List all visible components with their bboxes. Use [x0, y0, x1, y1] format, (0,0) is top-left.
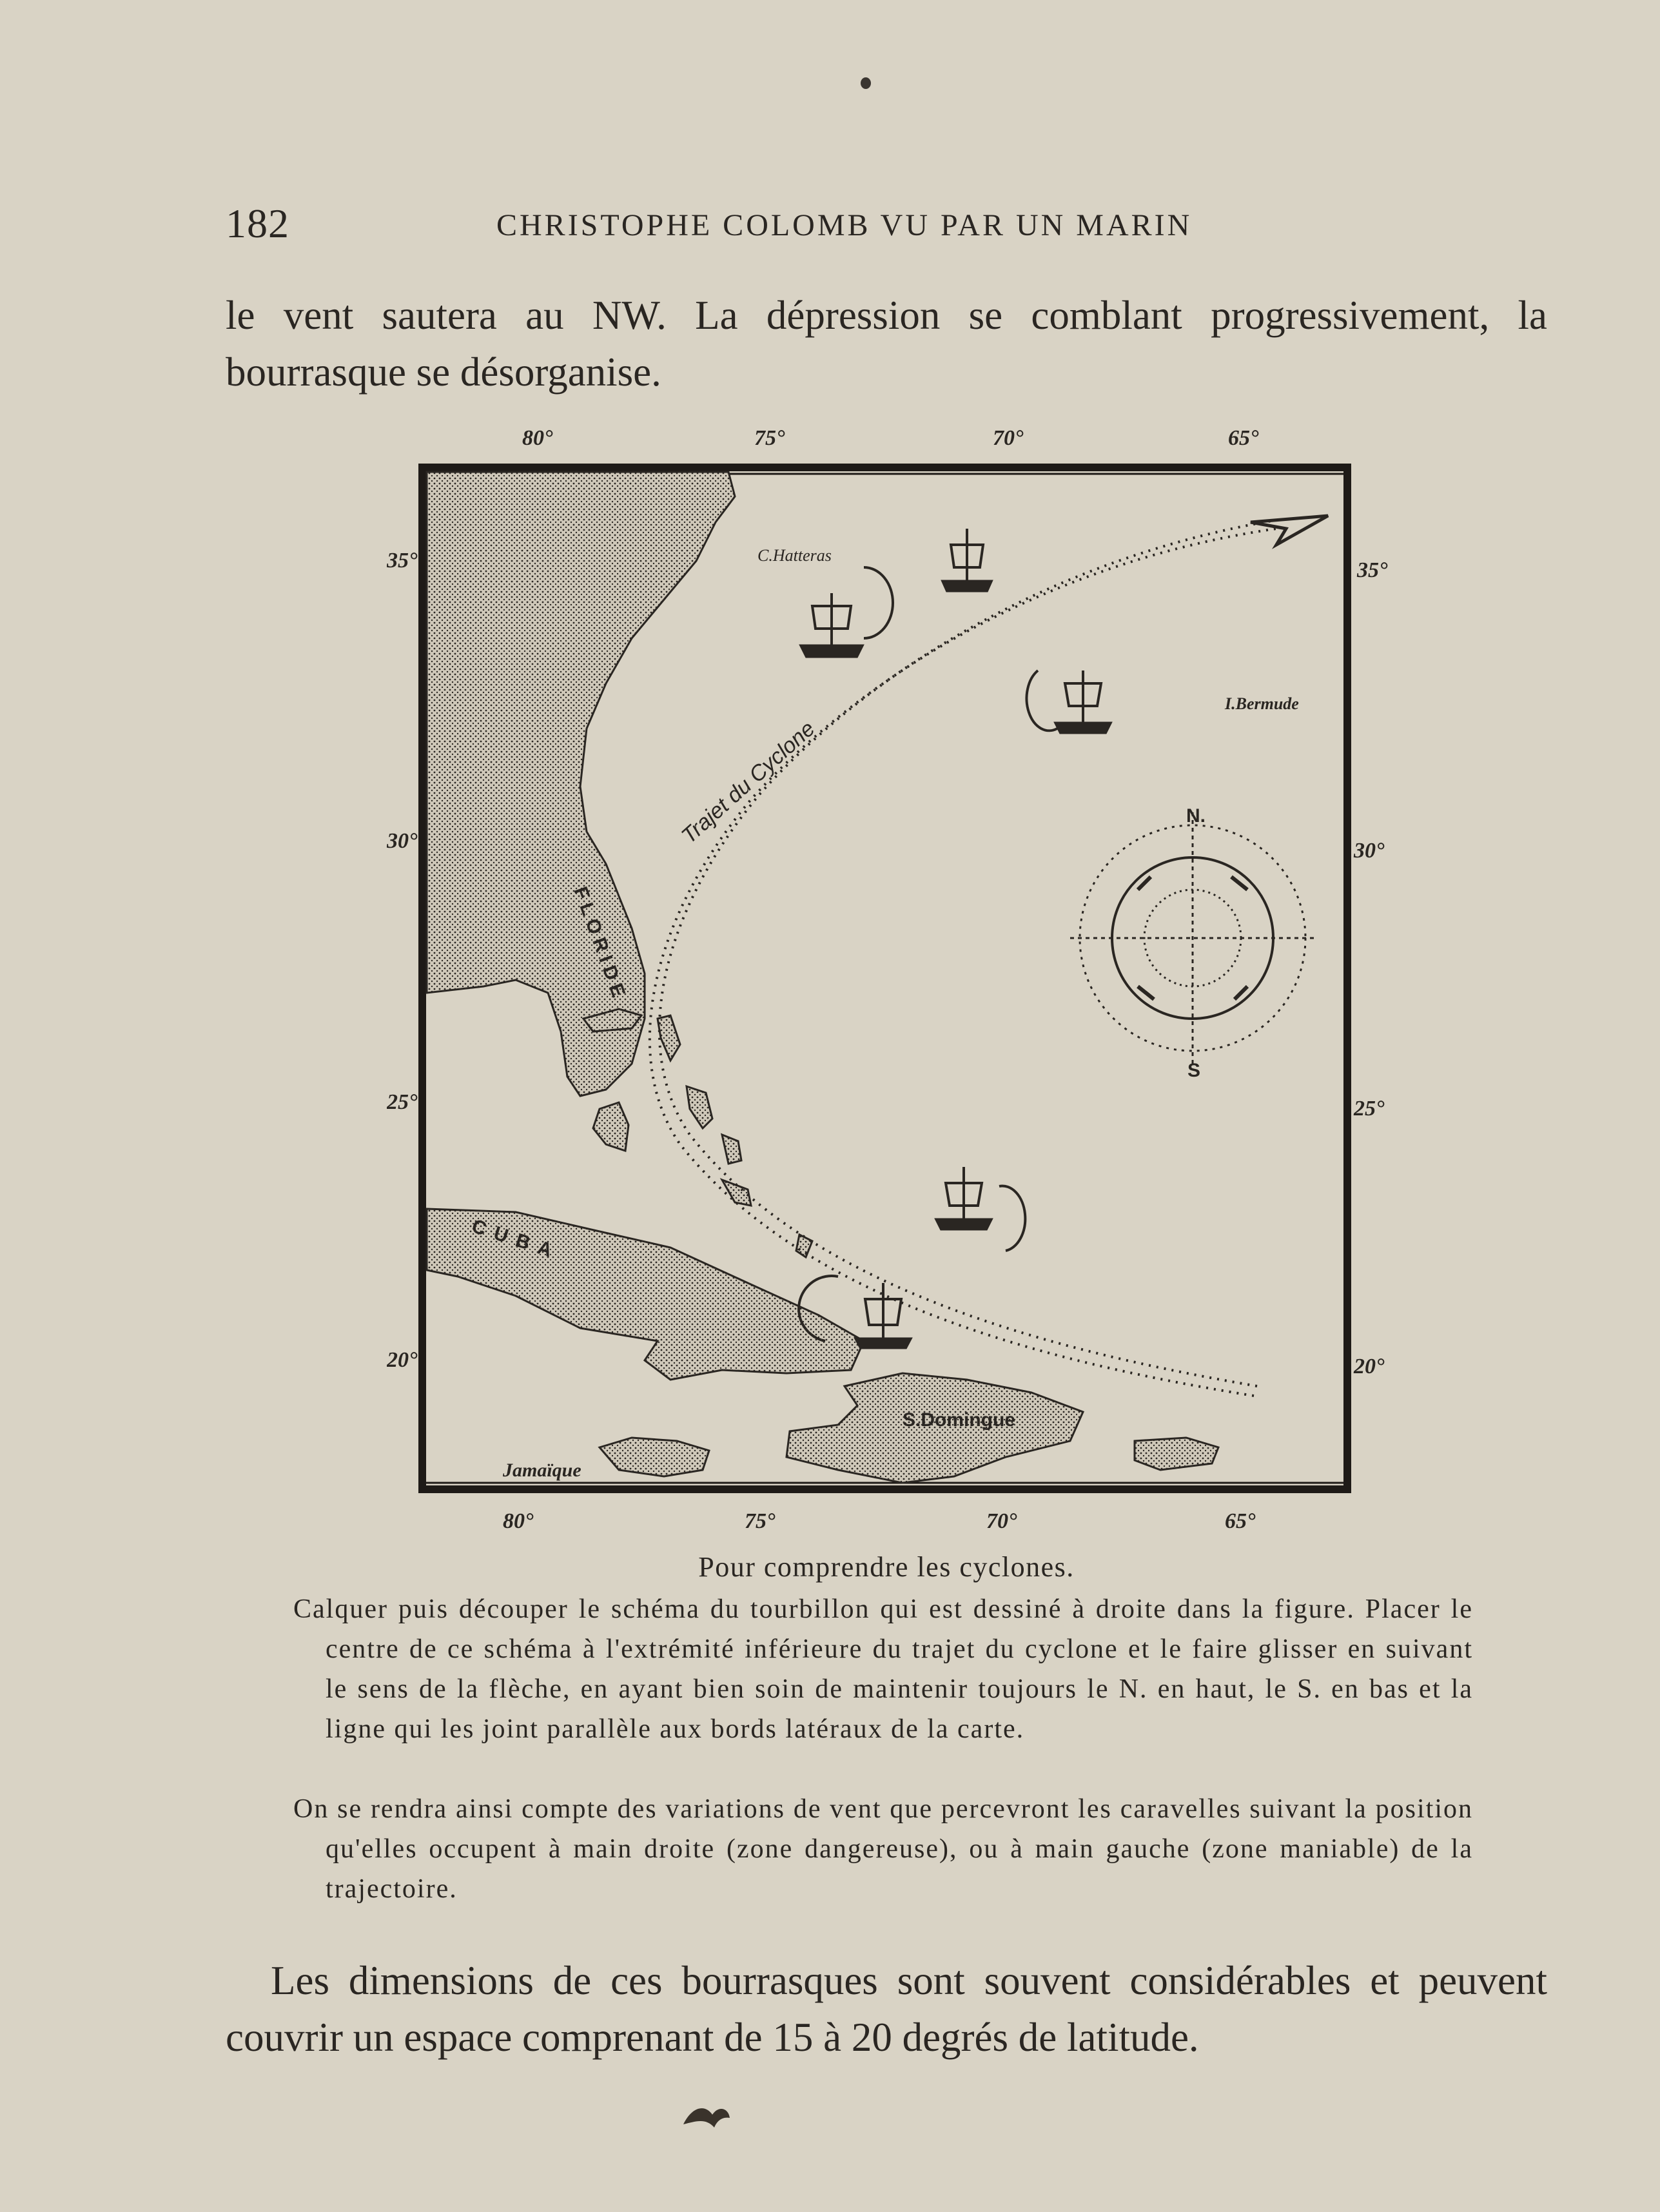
- bottom-axis-label: 80°: [503, 1509, 534, 1533]
- paragraph-bottom: Les dimensions de ces bourrasques sont souvent considérables et peuvent couvrir un espace comprenant de 15 à 20 degrés de latitude.: [226, 1958, 1547, 2060]
- right-axis-label: 25°: [1354, 1097, 1385, 1121]
- right-axis-label: 20°: [1354, 1355, 1385, 1378]
- bottom-axis-label: 70°: [986, 1509, 1017, 1533]
- cyclone-map-figure: [387, 426, 1392, 1560]
- figure-caption-title: Pour comprendre les cyclones.: [698, 1551, 1075, 1583]
- caption-text: On se rendra ainsi compte des variations de vent que percevront les caravelles suivant la position qu'elles occupent à main droite (zone dangereuse), ou à main gauche (zone maniable) de la trajectoire.: [293, 1794, 1473, 1904]
- cyclone-vortex-diagram: [1070, 812, 1315, 1064]
- figure-caption-paragraph: [293, 1589, 1473, 1749]
- cyclone-track: [650, 529, 1276, 1396]
- left-axis-label: 30°: [387, 829, 418, 853]
- jamaique-label: Jamaïque: [503, 1460, 581, 1481]
- cyclone-track: [659, 519, 1283, 1386]
- running-title: CHRISTOPHE COLOMB VU PAR UN MARIN: [496, 208, 1193, 242]
- ink-speck: [861, 77, 871, 89]
- st-domingue-label: S.Domingue: [903, 1409, 1016, 1431]
- floride-coastline: [427, 472, 735, 1096]
- bottom-axis-label: 75°: [745, 1509, 776, 1533]
- figure-caption-paragraph: [293, 1789, 1473, 1909]
- caravel-icon: [799, 1276, 912, 1349]
- hatteras-label: C.Hatteras: [757, 546, 832, 565]
- top-axis-label: 80°: [522, 426, 553, 450]
- fleuron-ornament-icon: [677, 2099, 735, 2137]
- left-axis-label: 20°: [387, 1348, 418, 1372]
- caravel-icon: [941, 529, 993, 592]
- right-axis-label: 30°: [1354, 839, 1385, 863]
- compass-north-label: N.: [1186, 805, 1206, 827]
- caravel-icon: [1027, 670, 1112, 734]
- paragraph-top: le vent sautera au NW. La dépression se comblant progressivement, la bourrasque se désorganise.: [226, 293, 1547, 395]
- top-axis-label: 75°: [754, 426, 785, 450]
- track-label: Trajet du Cyclone: [676, 716, 820, 848]
- cuba-label: CUBA: [469, 1215, 563, 1264]
- top-axis-label: 70°: [993, 426, 1024, 450]
- caption-text: Calquer puis découper le schéma du tourbillon qui est dessiné à droite dans la figure. Placer le centre de ce schéma à l'extrémité inférieure du trajet du cyclone et le faire glisser en suivant le sens de la flèche, en ayant bien soin de maintenir toujours le N. en haut, le S. en bas et la ligne qui les joint parallèle aux bords latéraux de la carte.: [293, 1594, 1473, 1744]
- right-axis-label: 35°: [1357, 558, 1388, 582]
- floride-label: FLORIDE: [569, 884, 631, 1005]
- jamaique-island: [600, 1438, 709, 1476]
- caravel-icon: [935, 1167, 1025, 1251]
- page-number: 182: [226, 201, 289, 246]
- caravel-icon: [799, 567, 893, 658]
- porto-rico-island: [1135, 1438, 1218, 1470]
- bermude-label: I.Bermude: [1225, 694, 1299, 713]
- bottom-axis-label: 65°: [1225, 1509, 1256, 1533]
- compass-south-label: S: [1187, 1060, 1201, 1081]
- left-axis-label: 25°: [387, 1090, 418, 1114]
- track-arrowhead: [1251, 516, 1328, 545]
- top-axis-label: 65°: [1228, 426, 1259, 450]
- left-axis-label: 35°: [387, 549, 418, 573]
